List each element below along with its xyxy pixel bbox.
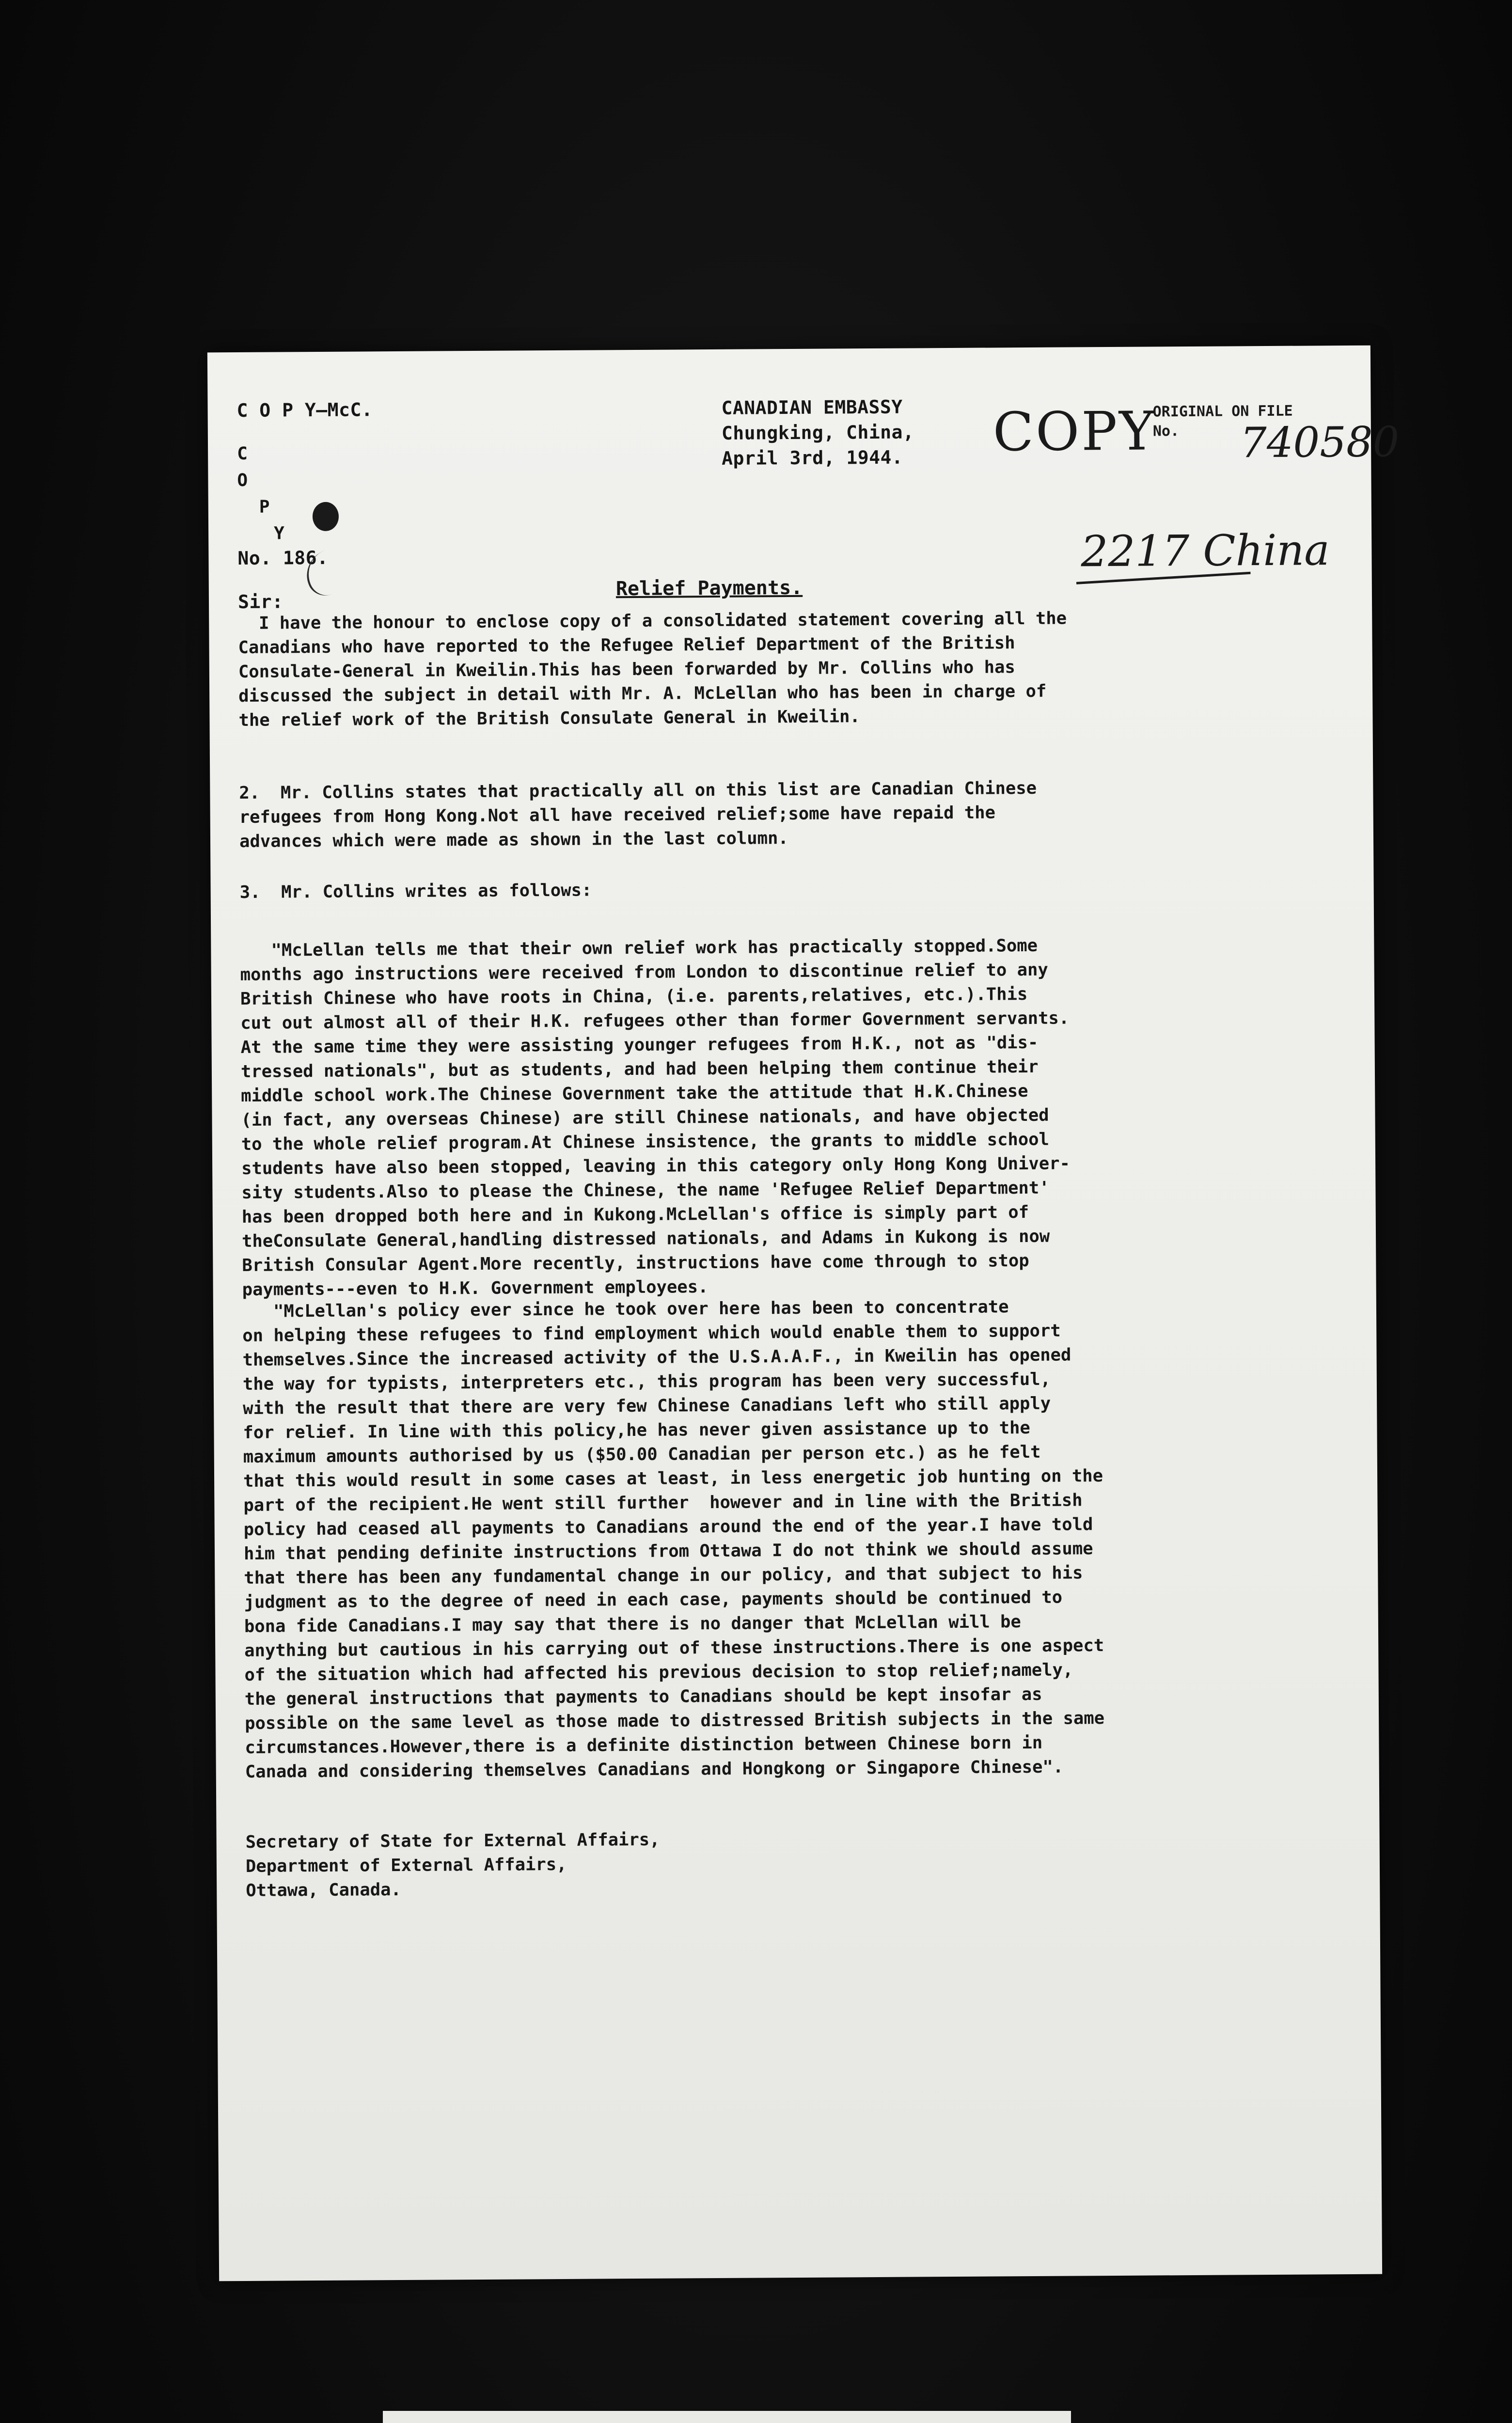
copy-letter-y: Y (274, 523, 285, 544)
subject-line: Relief Payments. (615, 576, 803, 600)
copy-letter-o: O (237, 470, 248, 490)
letter-page (207, 346, 1400, 2281)
recipient-address: Secretary of State for External Affairs, Department of External Affairs, Ottawa, Canada. (245, 1829, 660, 1901)
archive-reference-strip (383, 2411, 1071, 2423)
punch-hole (313, 502, 339, 531)
file-number: 740580 (1240, 418, 1400, 468)
original-on-file-label: ORIGINAL ON FILE No. (1152, 402, 1293, 440)
copy-letter-c: C (237, 443, 248, 464)
copy-code: C O P Y—McC. (236, 399, 373, 421)
paragraph-5-quote: "McLellan's policy ever since he took over here has been to concentrate on helping these refugees to find employment which would enable them to support themselves.Since the increased activity of the U.S.A.A.F., in Kweilin has opened the way for typists, interpreters etc., this program has been very successful, with the result that there are very few Chinese Canadians left who still apply for relief. In line with this policy,he has never given assistance up to the maximum amounts authorised by us ($50.00 Canadian per person etc.) as he felt that this would result in some cases at least, in less energetic job hunting on the part of the recipient.He went still further however and in line with the British policy had ceased all payments to Canadians around the end of the year.I have told him that pending definite instructions from Ottawa I do not think we should assume that there has been any fundamental change in our policy, and that subject to his judgment as to the degree of need in each case, payments should be continued to bona fide Canadians.I may say that there is no danger that McLellan will be anything but cautious in his carrying out of these instructions.There is one aspect of the situation which had affected his previous decision to stop relief;namely, the general instructions that payments to Canadians should be kept insofar as possible on the same level as those made to distressed British subjects in the same circumstances.However,there is a definite distinction between Chinese born in Canada and considering themselves Canadians and Hongkong or Singapore Chinese". (242, 1297, 1105, 1782)
paragraph-4-quote: "McLellan tells me that their own relief work has practically stopped.Some months ago instructions were received from London to discontinue relief to any British Chinese who have roots in China, (i.e. parents,relatives, etc.).This cut out almost all of their H.K. refugees other than former Government servants. At the same time they were assisting younger refugees from H.K., not as "dis- tressed nationals", but as students, and had been helping them continue their middle school work.The Chinese Government take the attitude that H.K.Chinese (in fact, any overseas Chinese) are still Chinese nationals, and have objected to the whole relief program.At Chinese insistence, the grants to middle school students have also been stopped, leaving in this category only Hong Kong Univer- sity students.Also to please the Chinese, the name 'Refugee Relief Department' has been dropped both here and in Kukong.McLellan's office is simply part of theConsulate General,handling distressed nationals, and Adams in Kukong is now British Consular Agent.More recently, instructions have come through to stop payments---even to H.K. Government employees. (240, 935, 1071, 1300)
salutation: Sir: (237, 591, 284, 613)
paragraph-3: 3. Mr. Collins writes as follows: (239, 880, 592, 902)
paragraph-2: 2. Mr. Collins states that practically all on this list are Canadian Chinese refugees from Hong Kong.Not all have received relief;some have repaid the advances which were made as shown in the last column. (239, 778, 1037, 851)
copy-stamp: COPY (992, 400, 1157, 463)
handwritten-reference: 2217 China (1081, 525, 1330, 577)
copy-letter-p: P (259, 497, 270, 517)
document-number: No. 186. (237, 547, 329, 569)
embassy-header: CANADIAN EMBASSY Chungking, China, April 3rd, 1944. (721, 396, 914, 469)
paragraph-1: I have the honour to enclose copy of a consolidated statement covering all the Canadians who have reported to the Refugee Relief Department of the British Consulate-General in Kweilin.This has been forwarded by Mr. Collins who has discussed the subject in detail with Mr. A. McLellan who has been in charge of the relief work of the British Consulate General in Kweilin. (238, 608, 1067, 730)
